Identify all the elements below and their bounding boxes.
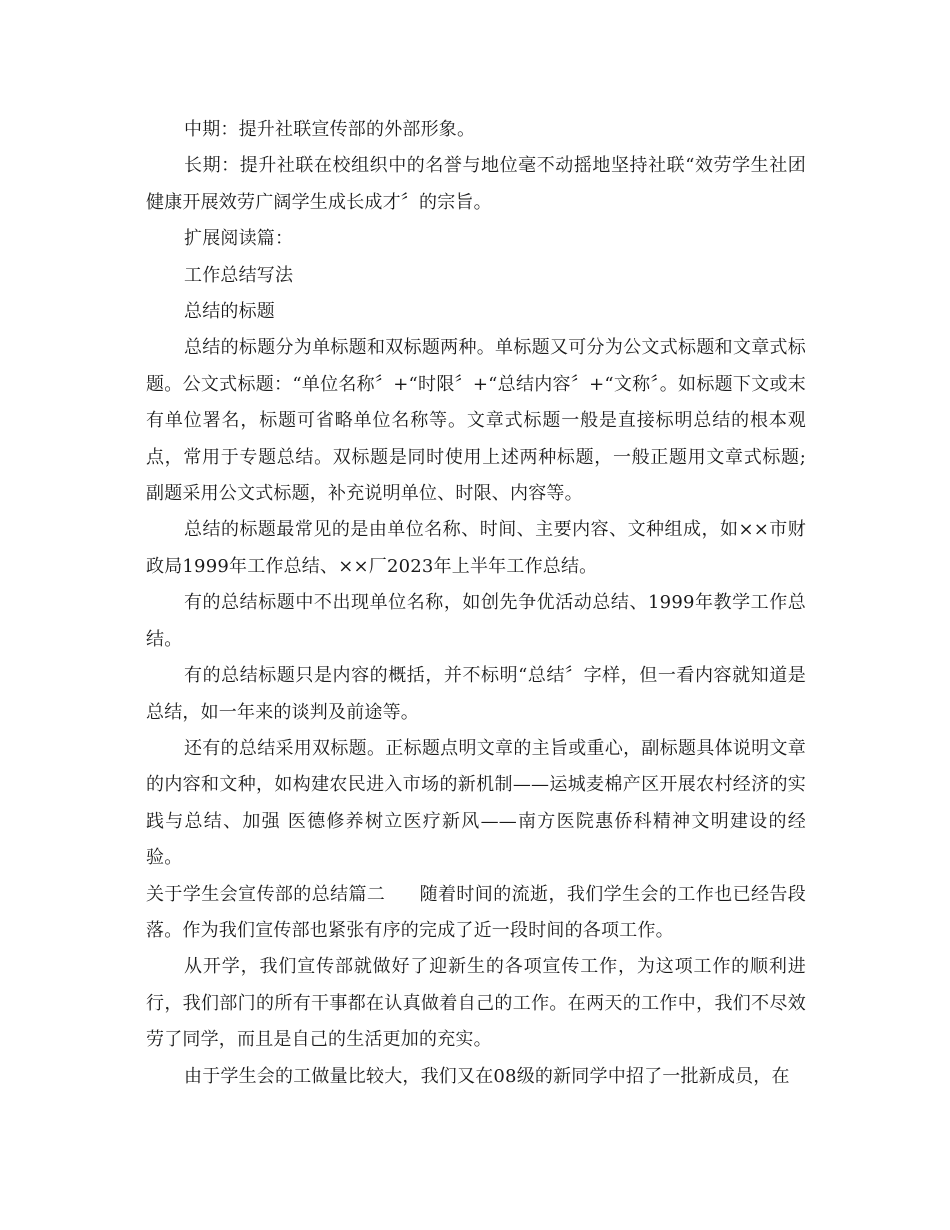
paragraph-mid-term: 中期：提升社联宣传部的外部形象。 — [184, 119, 476, 140]
paragraph-welcome-work: 从开学，我们宣传部就做好了迎新生的各项宣传工作，为这项工作的顺利进行，我们部门的所有干事都在认真做着自己的工作。在两天的工作中，我们不尽效劳了同学，而且是自己的生活更加的充实。 — [146, 956, 806, 1051]
extended-reading-label: 扩展阅读篇： — [184, 228, 294, 250]
subheading-summary-writing: 工作总结写法 — [184, 264, 294, 286]
paragraph-long-term: 长期：提升社联在校组织中的名誉与地位毫不动摇地坚持社联“效劳学生社团健康开展效劳广阔学生成长成才〞的宗旨。 — [146, 155, 806, 213]
paragraph-new-members: 由于学生会的工做量比较大，我们又在08级的新同学中招了一批新成员，在 — [184, 1065, 790, 1087]
document-body — [146, 112, 806, 1095]
section-two-opening — [146, 877, 806, 950]
section-heading: 关于学生会宣传部的总结篇二 — [146, 883, 386, 905]
paragraph-title-types: 总结的标题分为单标题和双标题两种。单标题又可分为公文式标题和文章式标题。公文式标题：“单位名称〞+“时限〞+“总结内容〞+“文称〞。如标题下文或末有单位署名，标题可省略单位名称等。文章式标题一般是直接标明总结的根本观点，常用于专题总结。双标题是同时使用上述两种标题，一般正题用文章式标题;副题采用公文式标题，补充说明单位、时限、内容等。 — [146, 337, 806, 505]
paragraph-double-title: 还有的总结采用双标题。正标题点明文章的主旨或重心，副标题具体说明文章的内容和文种，如构建农民进入市场的新机制——运城麦棉产区开展农村经济的实践与总结、加强 医德修养树立医疗新风——南方医院惠侨科精神文明建设的经验。 — [146, 737, 806, 869]
paragraph-no-unit-name: 有的总结标题中不出现单位名称，如创先争优活动总结、1999年教学工作总结。 — [146, 592, 806, 650]
subheading-summary-title: 总结的标题 — [184, 301, 275, 323]
paragraph-common-title: 总结的标题最常见的是由单位名称、时间、主要内容、文种组成，如××市财政局1999年工作总结、××厂2023年上半年工作总结。 — [146, 519, 806, 577]
section-lead-text: 随着时间的流逝，我们学生会的工作也已经告段落。作为我们宣传部也紧张有序的完成了近一段时间的各项工作。 — [146, 883, 806, 941]
paragraph-content-summary-title: 有的总结标题只是内容的概括，并不标明“总结〞字样，但一看内容就知道是总结，如一年来的谈判及前途等。 — [146, 665, 806, 723]
